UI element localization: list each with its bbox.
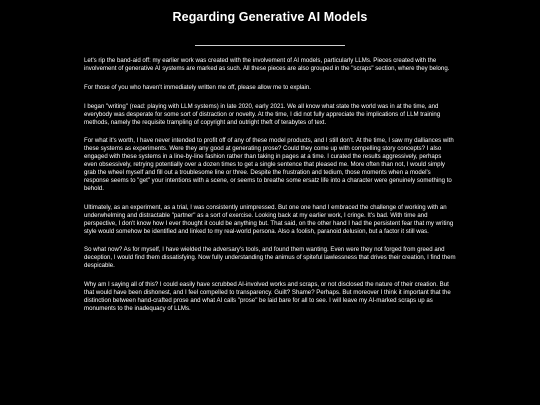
paragraph-intro: Let's rip the band-aid off: my earlier work was created with the involvement of AI models, particularly LLMs. Pieces created with the involvement of generative AI systems are marked as such. All these pieces are also grouped in the "scraps" section, where they belong. bbox=[84, 57, 450, 72]
page-title: Regarding Generative AI Models bbox=[172, 10, 368, 24]
title-divider bbox=[195, 45, 345, 46]
paragraph-now: So what now? As for myself, I have wielded the adversary's tools, and found them wanting. Even were they not forged from greed and deception, I would find them dissatisfying. Now fully understanding the animus of spiteful lawlessness that drives their creation, I find them despicable. bbox=[84, 246, 456, 270]
paragraph-why: Why am I saying all of this? I could easily have scrubbed AI-involved works and scraps, or not disclosed the nature of their creation. But that would have been dishonest, and I feel compelled to transparency. Guilt? Shame? Perhaps. But moreover I think it important that the distinction between hand-crafted prose and what AI calls "prose" be laid bare for all to see. I will leave my AI-marked scraps up as monuments to the inadequacy of LLMs. bbox=[84, 281, 451, 312]
paragraph-intentions: For what it's worth, I have never intended to profit off of any of these model products, and I still don't. At the time, I saw my dalliances with these systems as experiments. Were they any good at generating prose? Could they come up with compelling story concepts? I also engaged with these systems in a line-by-line fashion rather than taking in pages at a time. I curated the results aggressively, perhaps even obsessively, retrying potentially over a dozen times to get a single sentence that pleased me. More often than not, I would simply grab the wheel myself and fill out a troublesome line or three. Despite the frustration and tedium, those moments when a model's response seems to "get" your intentions with a scene, or seems to breathe some ersatz life into a character were genuinely something to behold. bbox=[84, 137, 454, 192]
paragraph-explain: For those of you who haven't immediately written me off, please allow me to explain. bbox=[84, 83, 311, 91]
article-body bbox=[84, 57, 456, 313]
paragraph-experiment: Ultimately, as an experiment, as a trial, I was consistently unimpressed. But one one hand I embraced the challenge of working with an underwhelming and distractable "partner" as a sort of exercise. Looking back at my earlier work, I cringe. It's bad. With time and perspective, I don't know how I ever thought it could be anything but. That said, on the other hand I had the persistent fear that my writing style would somehow be identified and linked to my real-world persona. Also a foolish, paranoid delusion, but a factor it still was. bbox=[84, 203, 454, 235]
paragraph-history: I began "writing" (read: playing with LLM systems) in late 2020, early 2021. We all know what state the world was in at the time, and everybody was desperate for some sort of distraction or novelty. At the time, I did not fully appreciate the implications of LLM training methods, namely the requisite trampling of copyright and outright theft of terabytes of text. bbox=[84, 102, 441, 126]
